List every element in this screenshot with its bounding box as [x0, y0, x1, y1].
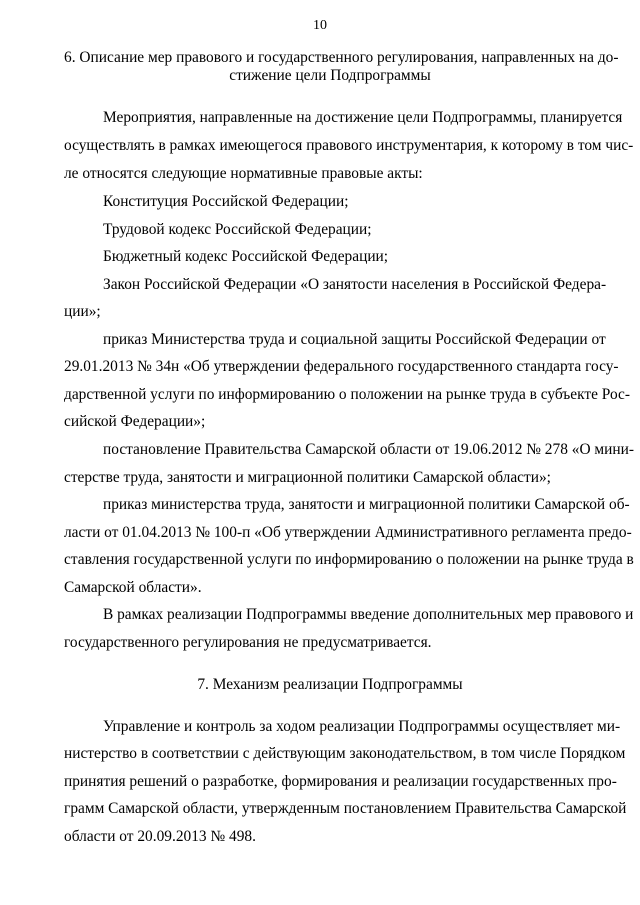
act-constitution: Конституция Российской Федерации;: [103, 193, 349, 210]
act-budget-code: Бюджетный кодекс Российской Федерации;: [103, 248, 389, 265]
act-resolution-278-line-2: стерстве труда, занятости и миграционной политики Самарской области»;: [64, 469, 551, 486]
intro-line-2: осуществлять в рамках имеющегося правового инструментария, к которому в том чис-: [64, 137, 634, 154]
act-order-34n-line-4: сийской Федерации»;: [64, 413, 206, 430]
section7-heading: 7. Механизм реализации Подпрограммы: [197, 676, 463, 693]
section7-body-line-2: нистерство в соответствии с действующим законодательством, в том числе Порядком: [64, 745, 626, 762]
intro-line-3: ле относятся следующие нормативные правовые акты:: [64, 165, 423, 182]
section7-body-line-1: Управление и контроль за ходом реализации Подпрограммы осуществляет ми-: [103, 718, 621, 735]
section7-body-line-5: области от 20.09.2013 № 498.: [64, 828, 256, 845]
act-employment-law-line-1: Закон Российской Федерации «О занятости населения в Российской Федера-: [103, 276, 607, 293]
act-order-34n-line-3: дарственной услуги по информированию о положении на рынке труда в субъекте Рос-: [64, 386, 630, 403]
act-employment-law-line-2: ции»;: [64, 303, 101, 320]
act-order-100p-line-1: приказ министерства труда, занятости и миграционной политики Самарской об-: [103, 496, 630, 513]
conclusion-line-1: В рамках реализации Подпрограммы введение дополнительных мер правового и: [103, 606, 634, 623]
act-order-100p-line-4: Самарской области».: [64, 579, 202, 596]
intro-line-1: Мероприятия, направленные на достижение цели Подпрограммы, планируется: [103, 109, 623, 126]
conclusion-line-2: государственного регулирования не предусматривается.: [64, 634, 432, 651]
section6-heading-line-1: 6. Описание мер правового и государственного регулирования, направленных на до-: [64, 49, 619, 66]
act-order-34n-line-1: приказ Министерства труда и социальной защиты Российской Федерации от: [103, 331, 606, 348]
act-order-100p-line-2: ласти от 01.04.2013 № 100-п «Об утверждении Административного регламента предо-: [64, 524, 632, 541]
act-resolution-278-line-1: постановление Правительства Самарской области от 19.06.2012 № 278 «О мини-: [103, 441, 634, 458]
act-order-100p-line-3: ставления государственной услуги по информированию о положении на рынке труда в: [64, 551, 634, 568]
section7-body-line-3: принятия решений о разработке, формирования и реализации государственных про-: [64, 773, 617, 790]
section6-heading-line-2: стижение цели Подпрограммы: [229, 67, 431, 84]
section7-body-line-4: грамм Самарской области, утвержденным постановлением Правительства Самарской: [64, 800, 627, 817]
page-number: 10: [313, 18, 327, 33]
act-order-34n-line-2: 29.01.2013 № 34н «Об утверждении федерального государственного стандарта госу-: [64, 358, 619, 375]
act-labor-code: Трудовой кодекс Российской Федерации;: [103, 221, 372, 238]
